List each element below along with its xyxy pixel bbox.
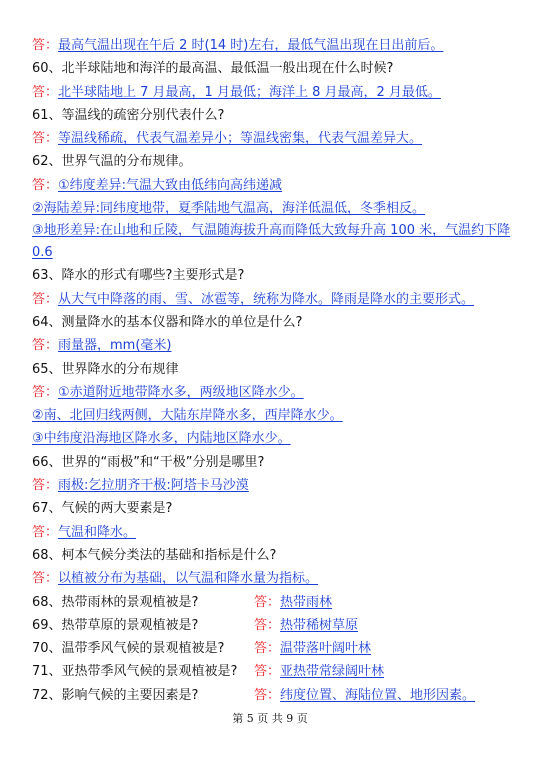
question-line xyxy=(32,150,512,173)
page-footer: 第 5 页 共 9 页 xyxy=(232,712,308,725)
answer-label: 答： xyxy=(254,641,281,657)
answer-line xyxy=(32,174,512,197)
document-page xyxy=(32,34,512,707)
question-text: 61、等温线的疏密分别代表什么? xyxy=(32,107,225,123)
answer-cell xyxy=(254,684,512,707)
answer-label: 答： xyxy=(32,38,59,53)
answer-text: 温带落叶阔叶林 xyxy=(280,641,372,657)
answer-line xyxy=(32,474,512,497)
answer-text: 气温和降水。 xyxy=(58,524,137,540)
answer-text: ①纬度差异:气温大致由低纬向高纬递减 xyxy=(58,177,283,193)
answer-text: 北半球陆地上 7 月最高，1 月最低；海洋上 8 月最高，2 月最低。 xyxy=(58,84,441,100)
question-line xyxy=(32,497,512,520)
qa-lines xyxy=(32,34,512,591)
answer-cell xyxy=(254,614,512,637)
question-line xyxy=(32,358,512,381)
answer-text: ③中纬度沿海地区降水多，内陆地区降水少。 xyxy=(32,431,291,447)
qa-pair-row xyxy=(32,684,512,707)
answer-text: 从大气中降落的雨、雪、冰雹等，统称为降水。降雨是降水的主要形式。 xyxy=(58,291,475,307)
answer-label: 答： xyxy=(32,177,59,193)
qa-pairs xyxy=(32,591,512,707)
question-text: 63、降水的形式有哪些?主要形式是? xyxy=(32,268,245,284)
question-text: 67、气候的两大要素是? xyxy=(32,501,173,517)
answer-cell xyxy=(254,637,512,660)
answer-continuation-line xyxy=(32,197,512,220)
qa-pair-row xyxy=(32,614,512,637)
question-text: 72、影响气候的主要因素是? xyxy=(32,687,199,703)
answer-text: 最高气温出现在午后 2 时(14 时)左右，最低气温出现在日出前后。 xyxy=(58,38,444,53)
qa-pair-row xyxy=(32,660,512,683)
answer-line xyxy=(32,34,512,57)
answer-text: 热带稀树草原 xyxy=(280,617,359,633)
answer-text: 亚热带常绿阔叶林 xyxy=(280,664,385,680)
answer-label: 答： xyxy=(32,524,59,540)
question-line xyxy=(32,451,512,474)
answer-text: 雨量器，mm(毫米) xyxy=(58,338,172,354)
answer-label: 答： xyxy=(254,617,281,633)
answer-continuation-line xyxy=(32,220,512,264)
question-text: 65、世界降水的分布规律 xyxy=(32,361,179,377)
question-line xyxy=(32,264,512,287)
answer-label: 答： xyxy=(32,571,59,587)
answer-continuation-line xyxy=(32,404,512,427)
question-text: 70、温带季风气候的景观植被是? xyxy=(32,641,225,657)
question-line xyxy=(32,57,512,80)
question-text: 64、测量降水的基本仪器和降水的单位是什么? xyxy=(32,314,303,330)
answer-line xyxy=(32,381,512,404)
answer-text: 以植被分布为基础，以气温和降水量为指标。 xyxy=(58,571,319,587)
answer-line xyxy=(32,521,512,544)
answer-line xyxy=(32,127,512,150)
answer-label: 答： xyxy=(32,84,59,100)
answer-label: 答： xyxy=(32,131,59,147)
question-line xyxy=(32,311,512,334)
answer-label: 答： xyxy=(32,384,59,400)
answer-text: ③地形差异:在山地和丘陵，气温随海拔升高而降低大致每升高 100 米，气温约下降 0.6 xyxy=(32,223,511,261)
question-text: 68、柯本气候分类法的基础和指标是什么? xyxy=(32,547,277,563)
answer-text: 雨极:乞拉朋齐干极:阿塔卡马沙漠 xyxy=(58,478,249,494)
answer-text: ①赤道附近地带降水多，两级地区降水少。 xyxy=(58,384,304,400)
answer-label: 答： xyxy=(254,594,281,610)
answer-continuation-line xyxy=(32,427,512,450)
question-text: 62、世界气温的分布规律。 xyxy=(32,154,192,170)
answer-text: 纬度位置、海陆位置、地形因素。 xyxy=(280,687,476,703)
question-text: 66、世界的“雨极”和“干极”分别是哪里? xyxy=(32,454,265,470)
answer-line xyxy=(32,288,512,311)
answer-label: 答： xyxy=(254,664,281,680)
question-line xyxy=(32,104,512,127)
answer-label: 答： xyxy=(32,291,59,307)
question-line xyxy=(32,544,512,567)
question-text: 69、热带草原的景观植被是? xyxy=(32,617,199,633)
answer-text: 等温线稀疏，代表气温差异小；等温线密集，代表气温差异大。 xyxy=(58,131,423,147)
answer-text: 热带雨林 xyxy=(280,594,333,610)
answer-label: 答： xyxy=(32,478,59,494)
qa-pair-row xyxy=(32,637,512,660)
question-text: 68、热带雨林的景观植被是? xyxy=(32,594,199,610)
question-text: 71、亚热带季风气候的景观植被是? xyxy=(32,664,238,680)
answer-text: ②海陆差异:同纬度地带，夏季陆地气温高，海洋低温低，冬季相反。 xyxy=(32,201,426,217)
answer-cell xyxy=(254,591,512,614)
answer-label: 答： xyxy=(254,687,281,703)
answer-line xyxy=(32,334,512,357)
answer-line xyxy=(32,81,512,104)
qa-pair-row xyxy=(32,591,512,614)
answer-label: 答： xyxy=(32,338,59,354)
answer-cell xyxy=(254,660,512,683)
answer-text: ②南、北回归线两侧，大陆东岸降水多，西岸降水少。 xyxy=(32,408,343,424)
answer-line xyxy=(32,567,512,590)
question-text: 60、北半球陆地和海洋的最高温、最低温一般出现在什么时候? xyxy=(32,61,394,77)
